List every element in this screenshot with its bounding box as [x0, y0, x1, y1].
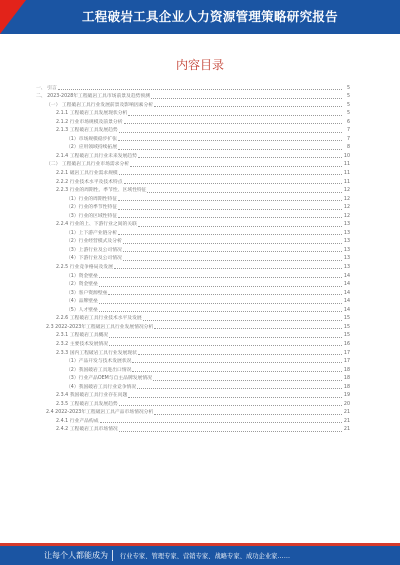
toc-entry[interactable] — [36, 382, 350, 391]
toc-entry-text: （二） 工程破岩工具行业市场需求分析 — [46, 162, 130, 168]
toc-leader-dots — [137, 388, 342, 389]
toc-page-number: 14 — [343, 282, 350, 288]
toc-entry[interactable] — [36, 416, 350, 425]
toc-leader-dots — [99, 311, 342, 312]
toc-entry[interactable] — [36, 151, 350, 160]
footer-slogan: 让每个人都能成为 — [44, 551, 108, 560]
toc-entry-text: （5）人才壁垒 — [66, 307, 98, 313]
toc-leader-dots — [99, 303, 342, 304]
toc-entry-text: （3）行业产品OEM与自主品牌发展情况 — [66, 376, 152, 382]
toc-entry-text: 2.4 2022-2023年工程破岩工具产品市场情况分析 — [46, 410, 154, 416]
toc-entry[interactable] — [36, 331, 350, 340]
toc-entry[interactable] — [36, 365, 350, 374]
toc-entry[interactable] — [36, 134, 350, 143]
toc-entry-text: （3）行业的区域性特征 — [66, 213, 118, 219]
toc-leader-dots — [132, 362, 342, 363]
toc-leader-dots — [118, 200, 342, 201]
toc-entry-text: 2.3.2 主要技术发展情况 — [56, 341, 109, 347]
toc-entry-text: 2.3.4 我国破岩工具行业存在问题 — [56, 393, 128, 399]
toc-page-number: 13 — [343, 247, 350, 253]
toc-entry[interactable] — [36, 425, 350, 434]
toc-entry[interactable] — [36, 143, 350, 152]
page-footer — [0, 543, 400, 565]
toc-entry[interactable] — [36, 254, 350, 263]
toc-entry-text: （1）上下游产业链分析 — [66, 230, 118, 236]
toc-page-number: 12 — [343, 205, 350, 211]
toc-entry-text: （2）行业的季节性特征 — [66, 205, 118, 211]
toc-leader-dots — [154, 106, 342, 107]
toc-entry[interactable] — [36, 177, 350, 186]
toc-leader-dots — [118, 234, 342, 235]
toc-leader-dots — [153, 380, 342, 381]
toc-page-number: 11 — [343, 179, 350, 185]
toc-page-number: 14 — [343, 307, 350, 313]
toc-entry-text: （1）市场规模稳步扩张 — [66, 136, 118, 142]
toc-page-number: 6 — [346, 119, 350, 125]
toc-page-number: 14 — [343, 290, 350, 296]
toc-page-number: 12 — [343, 188, 350, 194]
toc-leader-dots — [118, 140, 342, 141]
toc-leader-dots — [138, 354, 342, 355]
toc-entry[interactable] — [36, 288, 350, 297]
toc-entry-text: （2）行业经营模式及分析 — [66, 239, 122, 245]
toc-page-number: 5 — [346, 111, 350, 117]
toc-entry[interactable] — [36, 100, 350, 109]
toc-entry-text: 二、 2023-2028年工程破岩工具市场前景及趋势预测 — [36, 94, 151, 100]
toc-entry-text: 2.2.6 工程破岩工具行业技术水平及发展 — [56, 316, 142, 322]
toc-entry-text: （1）资金壁垒 — [66, 273, 98, 279]
toc-page-number: 13 — [343, 239, 350, 245]
toc-entry-text: （1）行业的周期性特征 — [66, 196, 118, 202]
toc-leader-dots — [132, 371, 342, 372]
toc-entry[interactable] — [36, 117, 350, 126]
toc-leader-dots — [109, 337, 342, 338]
toc-entry[interactable] — [36, 262, 350, 271]
toc-entry[interactable] — [36, 211, 350, 220]
toc-page-number: 17 — [343, 350, 350, 356]
report-header — [0, 0, 400, 34]
toc-entry[interactable] — [36, 92, 350, 101]
toc-entry[interactable] — [36, 160, 350, 169]
toc-entry-text: 2.1.4 工程破岩工具行业未来发展趋势 — [56, 153, 137, 159]
toc-page-number: 15 — [343, 316, 350, 322]
toc-leader-dots — [154, 414, 342, 415]
header-red-corner — [0, 0, 26, 34]
toc-leader-dots — [119, 431, 342, 432]
toc-page-number: 11 — [343, 162, 350, 168]
toc-page-number: 21 — [343, 427, 350, 433]
toc-page-number: 17 — [343, 359, 350, 365]
toc-entry-text: （2）资金壁垒 — [66, 282, 98, 288]
toc-entry-text: （4）我国破岩工具行业竞争情况 — [66, 384, 137, 390]
toc-entry[interactable] — [36, 203, 350, 212]
toc-entry[interactable] — [36, 168, 350, 177]
toc-entry-text: 2.2.4 行业的上、下游行业之间的关联 — [56, 222, 137, 228]
toc-entry[interactable] — [36, 357, 350, 366]
toc-entry-text: （3）客户资源壁垒 — [66, 290, 108, 296]
toc-leader-dots — [123, 251, 342, 252]
toc-entry-text: 2.3 2022-2023年工程破岩工具行业发展情况分析 — [46, 324, 154, 330]
toc-entry-text: 2.2.1 破岩工具行业需求规模 — [56, 171, 118, 177]
toc-entry-text: （4）品牌壁垒 — [66, 299, 98, 305]
toc-leader-dots — [123, 243, 342, 244]
toc-entry-text: （2）应用领域持续拓展 — [66, 145, 118, 151]
toc-entry[interactable] — [36, 220, 350, 229]
toc-page-number: 16 — [343, 341, 350, 347]
toc-entry[interactable] — [36, 83, 350, 92]
toc-entry[interactable] — [36, 314, 350, 323]
toc-leader-dots — [154, 328, 342, 329]
toc-page-number: 5 — [346, 94, 350, 100]
toc-leader-dots — [143, 320, 342, 321]
toc-leader-dots — [118, 209, 342, 210]
toc-page-number: 13 — [343, 265, 350, 271]
toc-leader-dots — [128, 115, 342, 116]
toc-page-number: 14 — [343, 273, 350, 279]
toc-entry[interactable] — [36, 237, 350, 246]
toc-page-number: 21 — [343, 418, 350, 424]
report-title: 工程破岩工具企业人力资源管理策略研究报告 — [81, 9, 338, 24]
toc-entry[interactable] — [36, 109, 350, 118]
toc-page-number: 10 — [343, 153, 350, 159]
toc-entry[interactable] — [36, 228, 350, 237]
toc-leader-dots — [119, 174, 342, 175]
toc-entry-text: 2.1.3 工程破岩工具发展趋势 — [56, 128, 118, 134]
toc-entry[interactable] — [36, 408, 350, 417]
toc-entry[interactable] — [36, 280, 350, 289]
toc-leader-dots — [138, 157, 342, 158]
toc-page-number: 14 — [343, 299, 350, 305]
toc-entry[interactable] — [36, 245, 350, 254]
toc-heading: 内容目录 — [175, 58, 224, 72]
toc-entry-text: 2.3.3 国内工程破岩工具行业发展现状 — [56, 350, 137, 356]
toc-entry[interactable] — [36, 305, 350, 314]
toc-entry[interactable] — [36, 297, 350, 306]
toc-page-number: 5 — [346, 85, 350, 91]
toc-leader-dots — [114, 268, 342, 269]
toc-entry-text: 2.1.2 行业市场规模及前景分析 — [56, 119, 123, 125]
toc-page-number: 11 — [343, 171, 350, 177]
toc-entry-text: 2.2.5 行业竞争格局及发展 — [56, 265, 113, 271]
toc-entry[interactable] — [36, 391, 350, 400]
toc-page-number: 21 — [343, 410, 350, 416]
toc-entry-text: 2.3.1 工程破岩工具概况 — [56, 333, 109, 339]
toc-entry[interactable] — [36, 374, 350, 383]
toc-page-number: 13 — [343, 230, 350, 236]
toc-entry[interactable] — [36, 399, 350, 408]
toc-leader-dots — [138, 226, 342, 227]
toc-leader-dots — [130, 166, 342, 167]
toc-leader-dots — [58, 89, 342, 90]
toc-entry[interactable] — [36, 322, 350, 331]
toc-page-number: 7 — [346, 136, 350, 142]
toc-page-number: 13 — [343, 222, 350, 228]
toc-entry[interactable] — [36, 339, 350, 348]
toc-leader-dots — [100, 422, 342, 423]
toc-entry-text: 2.2.3 行业的周期性、季节性、区域性特征 — [56, 188, 147, 194]
toc-page-number: 19 — [343, 393, 350, 399]
toc-entry-text: 2.4.1 行业产品构成 — [56, 418, 99, 424]
toc-page-number: 18 — [343, 384, 350, 390]
toc-entry-text: （2）我国破岩工具进出口情况 — [66, 367, 132, 373]
toc-page-number: 7 — [346, 128, 350, 134]
footer-divider — [112, 550, 113, 561]
toc-leader-dots — [119, 405, 342, 406]
toc-entry[interactable] — [36, 126, 350, 135]
toc-leader-dots — [118, 149, 342, 150]
toc-entry-text: （1）产品开发与技术发展状况 — [66, 359, 132, 365]
toc-entry[interactable] — [36, 348, 350, 357]
toc-page-number: 5 — [346, 102, 350, 108]
toc-leader-dots — [109, 345, 342, 346]
footer-tagline: 行业专家、管理专家、营销专家、战略专家、成功企业家…… — [120, 553, 291, 560]
toc-leader-dots — [118, 217, 342, 218]
toc-page-number: 13 — [343, 256, 350, 262]
toc-leader-dots — [151, 98, 342, 99]
table-of-contents — [36, 83, 350, 433]
toc-leader-dots — [99, 277, 342, 278]
toc-entry-text: 2.1.1 工程破岩工具发展现状分析 — [56, 111, 128, 117]
toc-page-number: 18 — [343, 367, 350, 373]
toc-entry[interactable] — [36, 186, 350, 195]
toc-entry[interactable] — [36, 271, 350, 280]
toc-entry-text: 2.4.2 工程破岩工具市场情况 — [56, 427, 118, 433]
toc-leader-dots — [147, 192, 342, 193]
toc-entry-text: （3）上游行业及公司情况 — [66, 247, 122, 253]
toc-page-number: 15 — [343, 324, 350, 330]
toc-leader-dots — [119, 132, 342, 133]
toc-page-number: 18 — [343, 376, 350, 382]
toc-leader-dots — [99, 286, 342, 287]
toc-entry[interactable] — [36, 194, 350, 203]
toc-leader-dots — [108, 294, 342, 295]
toc-entry-text: 一、 引言 — [36, 85, 57, 91]
toc-entry-text: 2.3.5 工程破岩工具发展趋势 — [56, 401, 118, 407]
toc-leader-dots — [123, 260, 342, 261]
toc-page-number: 20 — [343, 401, 350, 407]
toc-page-number: 12 — [343, 213, 350, 219]
toc-entry-text: 2.2.2 行业技术水平及技术特点 — [56, 179, 123, 185]
toc-page-number: 15 — [343, 333, 350, 339]
toc-leader-dots — [128, 397, 342, 398]
toc-leader-dots — [124, 123, 343, 124]
toc-leader-dots — [124, 183, 343, 184]
toc-entry-text: （4）下游行业及公司情况 — [66, 256, 122, 262]
toc-page-number: 8 — [346, 145, 350, 151]
toc-page-number: 12 — [343, 196, 350, 202]
footer-red-strip — [0, 543, 400, 546]
toc-entry-text: （一） 工程破岩工具行业发展前景及影响因素分析 — [46, 102, 154, 108]
